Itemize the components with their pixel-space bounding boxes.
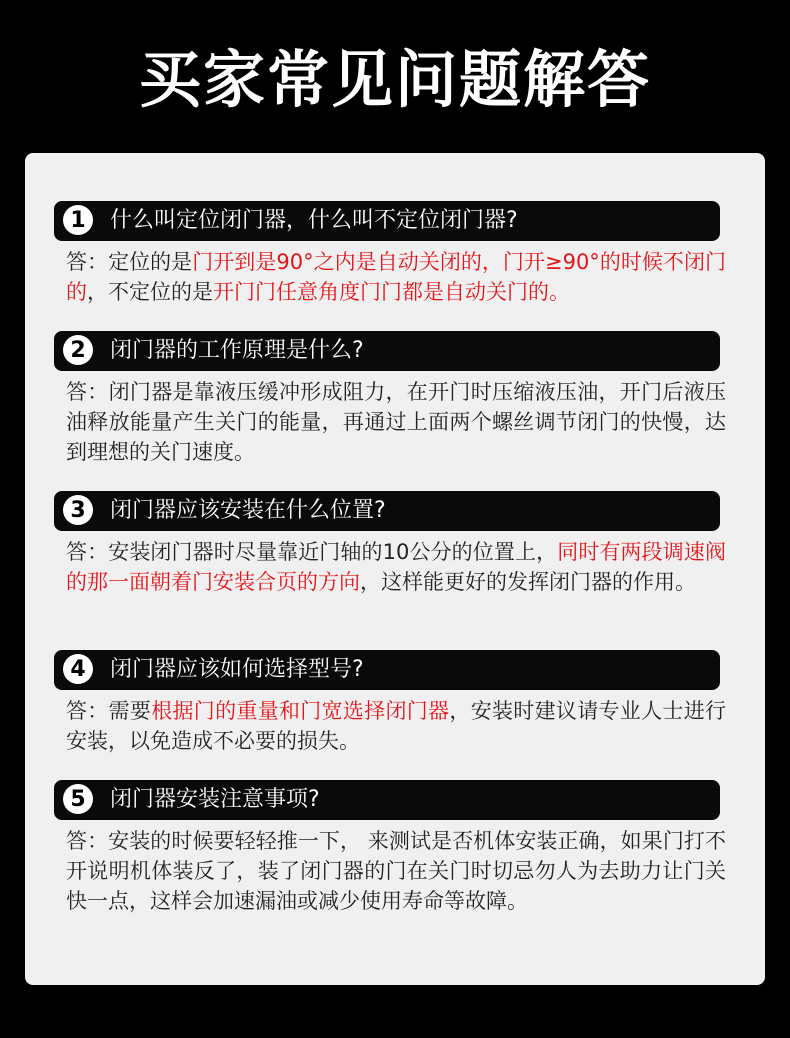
question-number-badge: 3 xyxy=(63,495,93,525)
answer-segment: ，这样能更好的发挥闭门器的作用。 xyxy=(360,570,696,594)
answer-text xyxy=(54,696,726,756)
faq-item-5 xyxy=(54,780,726,916)
answer-highlight: 根据门的重量和门宽选择闭门器 xyxy=(151,699,450,723)
question-bar xyxy=(54,491,720,531)
question-bar xyxy=(54,780,720,820)
question-number-badge: 2 xyxy=(63,335,93,365)
answer-text xyxy=(54,826,726,916)
answer-segment: 答：安装的时候要轻轻推一下， 来测试是否机体安装正确，如果门打不开说明机体装反了，装了闭门器的门在关门时切忌勿人为去助力让门关快一点，这样会加速漏油或减少使用寿命等故障。 xyxy=(66,829,726,913)
question-text: 闭门器应该安装在什么位置? xyxy=(110,498,386,523)
question-number-badge: 1 xyxy=(63,205,93,235)
answer-text xyxy=(54,247,726,307)
question-text: 什么叫定位闭门器，什么叫不定位闭门器? xyxy=(110,208,518,233)
faq-item-2 xyxy=(54,331,726,467)
faq-item-3 xyxy=(54,491,726,597)
question-number-badge: 4 xyxy=(63,654,93,684)
answer-segment: 答：定位的是 xyxy=(66,250,193,274)
question-bar xyxy=(54,201,720,241)
faq-item-1 xyxy=(54,201,727,307)
question-text: 闭门器安装注意事项? xyxy=(110,787,320,812)
faq-card xyxy=(25,153,765,985)
answer-highlight: 门开到是90°之内是自动关闭的，门开≥90°的时候不闭门的 xyxy=(66,250,727,304)
question-bar xyxy=(54,331,720,371)
faq-item-4 xyxy=(54,650,727,756)
answer-highlight: 同时有两段调速阀的那一面朝着门安装合页的方向 xyxy=(66,540,726,594)
answer-segment: 答：需要 xyxy=(66,699,152,723)
question-number-badge: 5 xyxy=(63,784,93,814)
answer-highlight: 开门门任意角度门门都是自动关门的。 xyxy=(213,280,570,304)
answer-segment: 答：闭门器是靠液压缓冲形成阻力，在开门时压缩液压油，开门后液压油释放能量产生关门的能量，再通过上面两个螺丝调节闭门的快慢，达到理想的关门速度。 xyxy=(66,380,726,464)
answer-segment: ，安装时建议请专业人士进行安装，以免造成不必要的损失。 xyxy=(66,699,727,753)
answer-segment: 答：安装闭门器时尽量靠近门轴的10公分的位置上， xyxy=(66,540,558,564)
question-text: 闭门器应该如何选择型号? xyxy=(110,657,364,682)
answer-text xyxy=(54,377,726,467)
answer-segment: ，不定位的是 xyxy=(87,280,213,304)
page-title: 买家常见问题解答 xyxy=(138,43,651,116)
question-text: 闭门器的工作原理是什么? xyxy=(110,338,364,363)
answer-text xyxy=(54,537,726,597)
question-bar xyxy=(54,650,720,690)
